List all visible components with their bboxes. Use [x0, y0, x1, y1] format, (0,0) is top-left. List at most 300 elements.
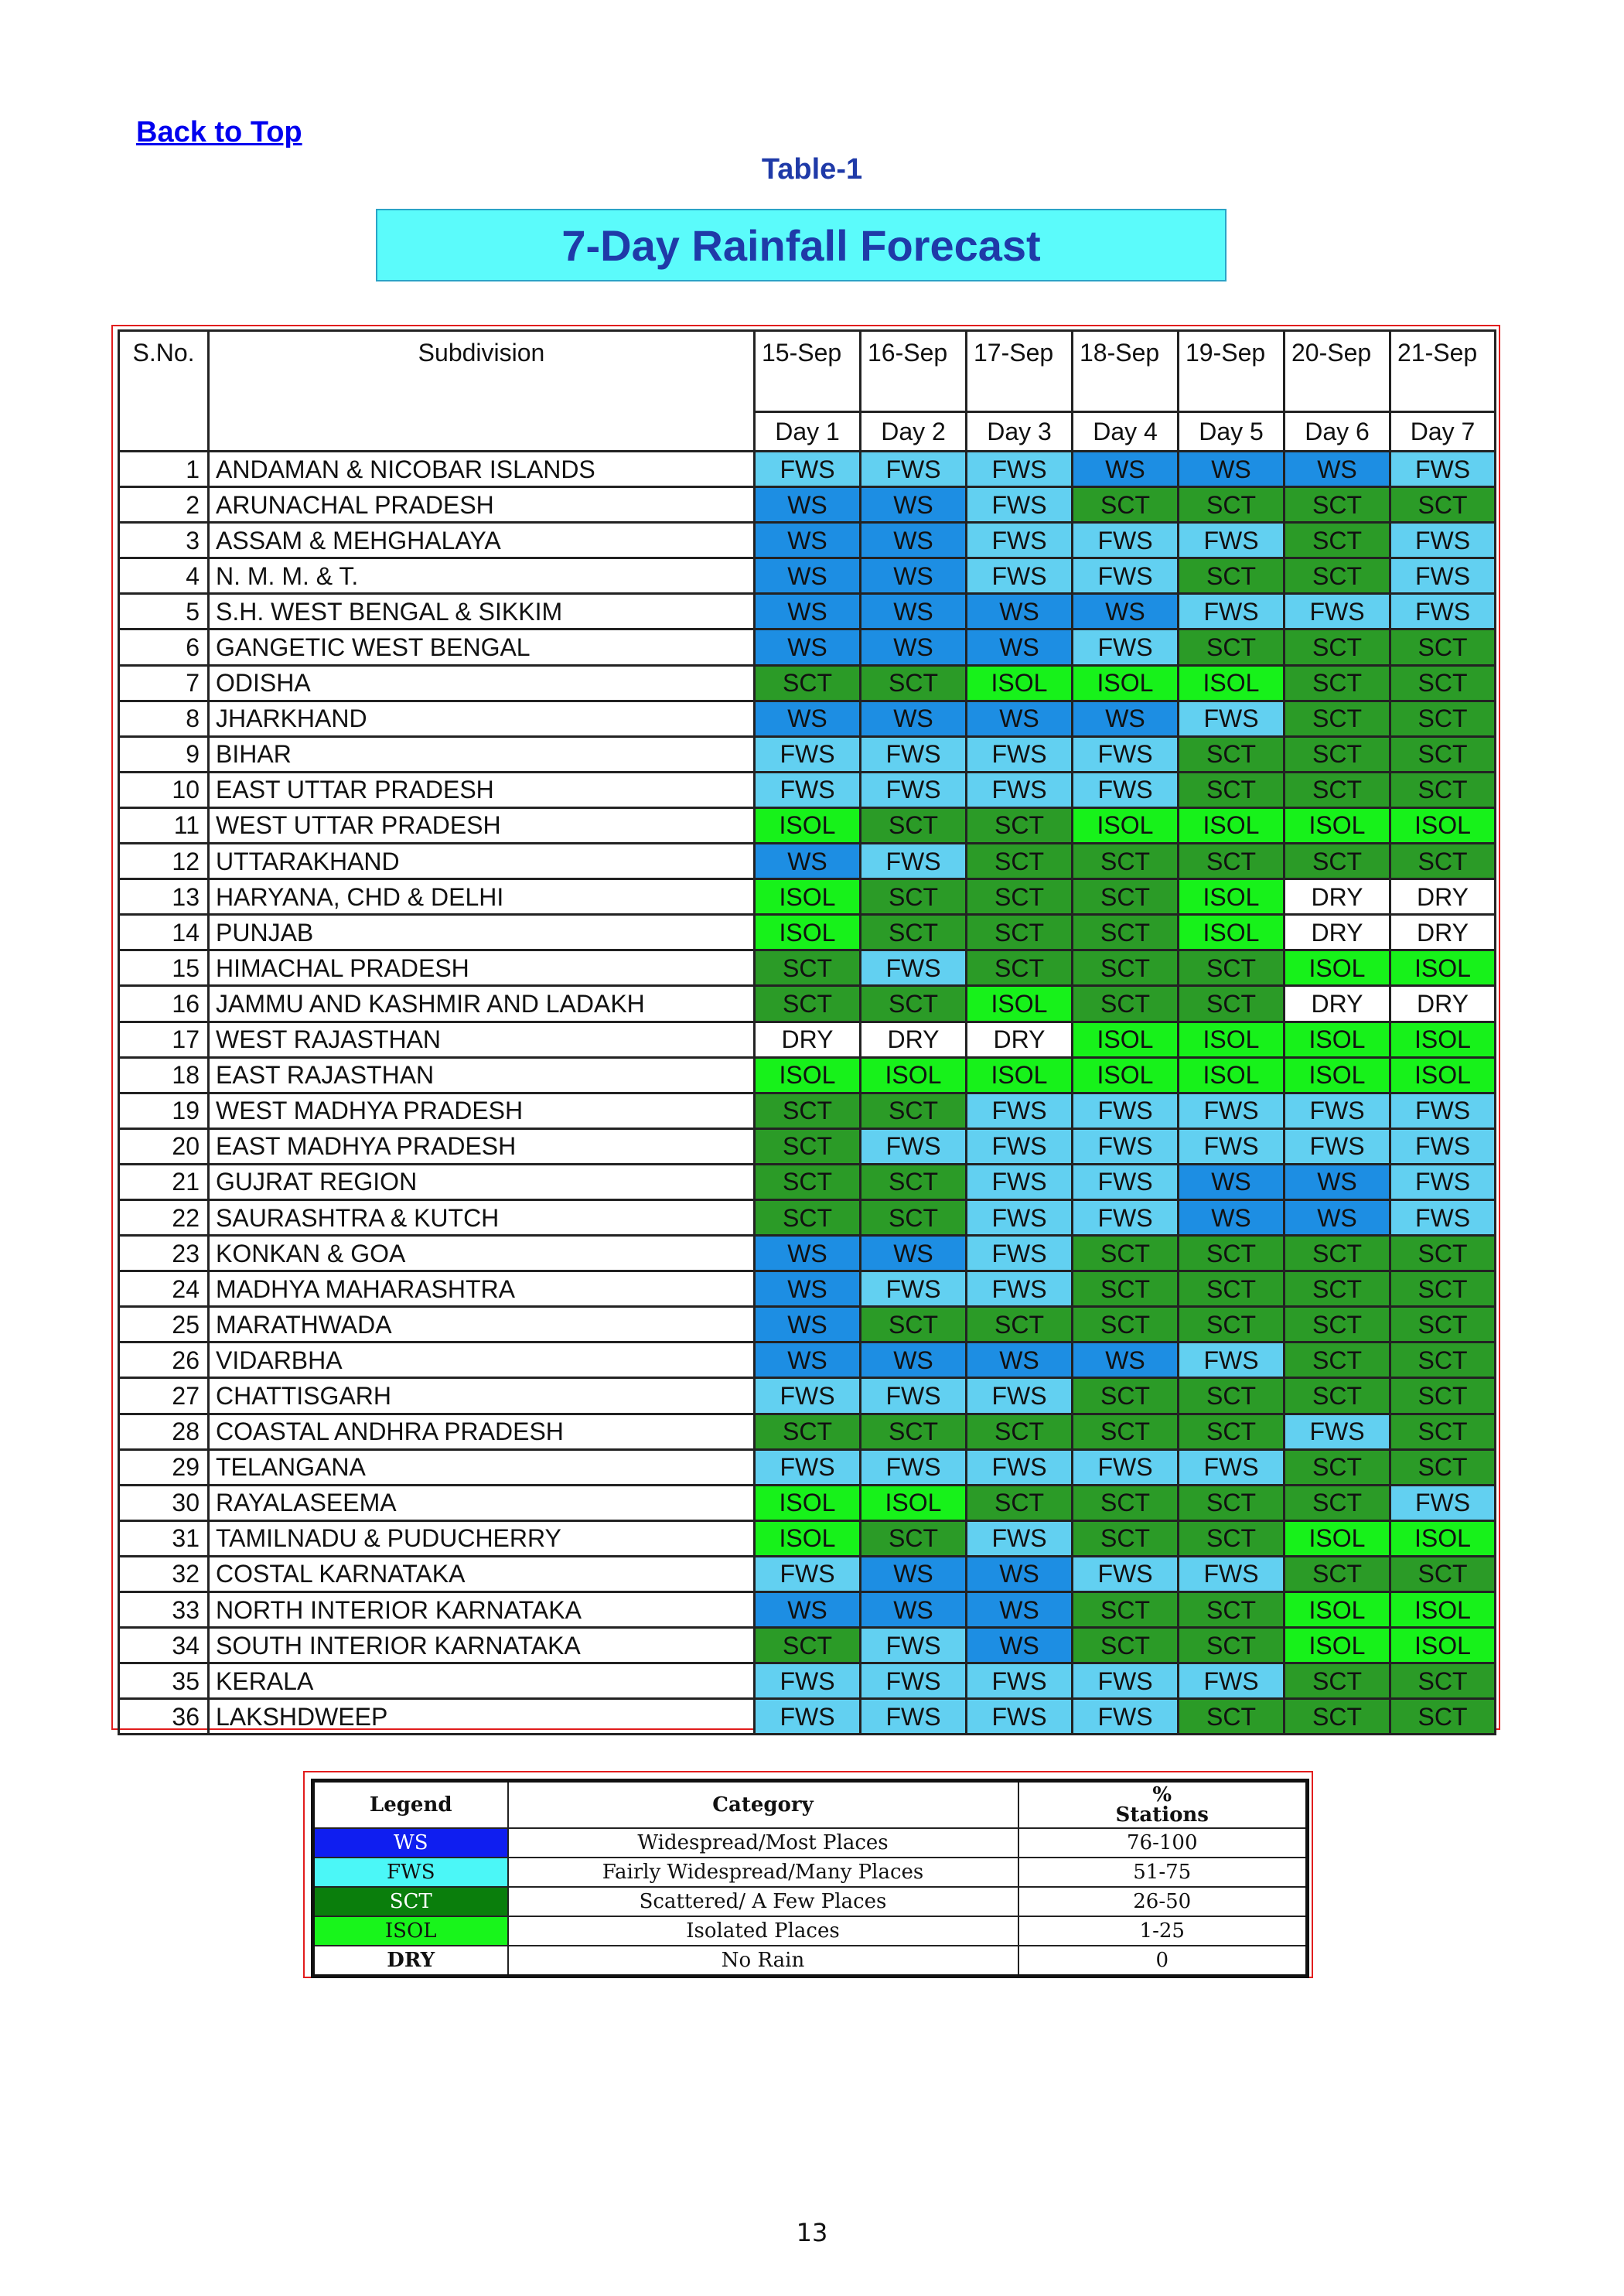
forecast-cell: SCT	[1390, 1449, 1496, 1485]
forecast-cell: WS	[755, 558, 861, 594]
forecast-cell: SCT	[1179, 1271, 1285, 1307]
table-label: Table-1	[761, 153, 863, 186]
forecast-cell: ISOL	[861, 1057, 967, 1093]
forecast-cell: SCT	[755, 1414, 861, 1449]
row-sno: 18	[119, 1057, 209, 1093]
row-subdivision: EAST MADHYA PRADESH	[209, 1128, 755, 1164]
forecast-cell: WS	[861, 1236, 967, 1271]
forecast-cell: SCT	[1285, 1236, 1390, 1271]
row-subdivision: BIHAR	[209, 736, 755, 772]
forecast-cell: SCT	[861, 1307, 967, 1342]
header-day: Day 5	[1179, 412, 1285, 452]
legend-range: 0	[1018, 1946, 1308, 1977]
forecast-cell: SCT	[1285, 772, 1390, 807]
forecast-cell: WS	[755, 1307, 861, 1342]
forecast-cell: WS	[755, 1236, 861, 1271]
forecast-cell: FWS	[1073, 523, 1179, 558]
forecast-cell: SCT	[1285, 1556, 1390, 1592]
forecast-cell: FWS	[1179, 1093, 1285, 1128]
forecast-cell: SCT	[967, 1414, 1073, 1449]
row-sno: 2	[119, 487, 209, 523]
row-subdivision: UTTARAKHAND	[209, 844, 755, 879]
back-to-top-link[interactable]: Back to Top	[136, 116, 302, 148]
forecast-cell: ISOL	[967, 1057, 1073, 1093]
legend-code: FWS	[313, 1858, 508, 1887]
row-sno: 32	[119, 1556, 209, 1592]
legend-frame	[303, 1771, 1313, 1978]
legend-category: No Rain	[508, 1946, 1018, 1977]
legend-range: 26-50	[1018, 1887, 1308, 1916]
forecast-cell: SCT	[1285, 844, 1390, 879]
forecast-cell: FWS	[967, 1520, 1073, 1556]
forecast-cell: FWS	[861, 452, 967, 487]
forecast-cell: SCT	[1285, 1699, 1390, 1735]
forecast-cell: SCT	[967, 1307, 1073, 1342]
table-row	[119, 523, 1496, 558]
forecast-cell: FWS	[755, 1663, 861, 1699]
forecast-cell: FWS	[1073, 629, 1179, 665]
forecast-cell: FWS	[967, 1093, 1073, 1128]
row-subdivision: ANDAMAN & NICOBAR ISLANDS	[209, 452, 755, 487]
forecast-cell: SCT	[1179, 558, 1285, 594]
table-row	[119, 986, 1496, 1022]
row-sno: 8	[119, 701, 209, 736]
forecast-cell: FWS	[967, 1199, 1073, 1235]
forecast-cell: SCT	[1179, 772, 1285, 807]
forecast-cell: SCT	[861, 1199, 967, 1235]
forecast-cell: FWS	[755, 1378, 861, 1414]
forecast-cell: FWS	[755, 1556, 861, 1592]
table-row	[119, 558, 1496, 594]
forecast-cell: SCT	[967, 879, 1073, 915]
forecast-cell: FWS	[1179, 1449, 1285, 1485]
forecast-cell: SCT	[1179, 487, 1285, 523]
forecast-cell: FWS	[1073, 1199, 1179, 1235]
forecast-cell: FWS	[1073, 1699, 1179, 1735]
forecast-cell: SCT	[1073, 986, 1179, 1022]
forecast-cell: WS	[861, 594, 967, 629]
legend-category: Scattered/ A Few Places	[508, 1887, 1018, 1916]
forecast-cell: SCT	[1285, 1663, 1390, 1699]
forecast-cell: FWS	[861, 1628, 967, 1663]
header-day: Day 7	[1390, 412, 1496, 452]
forecast-cell: ISOL	[1285, 1520, 1390, 1556]
row-sno: 20	[119, 1128, 209, 1164]
table-row	[119, 1342, 1496, 1378]
forecast-cell: ISOL	[1390, 807, 1496, 843]
row-sno: 21	[119, 1164, 209, 1199]
forecast-cell: SCT	[861, 807, 967, 843]
forecast-cell: ISOL	[861, 1485, 967, 1520]
forecast-cell: SCT	[1390, 736, 1496, 772]
forecast-header	[119, 331, 1496, 452]
legend-table	[311, 1779, 1309, 1978]
forecast-cell: SCT	[967, 1485, 1073, 1520]
legend-body	[313, 1828, 1308, 1977]
row-subdivision: GANGETIC WEST BENGAL	[209, 629, 755, 665]
forecast-cell: ISOL	[755, 1520, 861, 1556]
forecast-cell: SCT	[1390, 629, 1496, 665]
forecast-cell: SCT	[1285, 629, 1390, 665]
forecast-cell: ISOL	[1179, 665, 1285, 701]
forecast-cell: ISOL	[1390, 950, 1496, 986]
forecast-cell: WS	[1179, 1199, 1285, 1235]
row-subdivision: LAKSHDWEEP	[209, 1699, 755, 1735]
row-subdivision: MARATHWADA	[209, 1307, 755, 1342]
row-subdivision: WEST MADHYA PRADESH	[209, 1093, 755, 1128]
forecast-cell: SCT	[1073, 1271, 1179, 1307]
forecast-cell: SCT	[1073, 879, 1179, 915]
forecast-cell: FWS	[1390, 1164, 1496, 1199]
legend-row	[313, 1828, 1308, 1858]
forecast-cell: SCT	[1179, 1699, 1285, 1735]
forecast-cell: SCT	[1073, 1236, 1179, 1271]
forecast-cell: SCT	[1285, 558, 1390, 594]
table-row	[119, 1307, 1496, 1342]
forecast-cell: ISOL	[1179, 1057, 1285, 1093]
forecast-cell: SCT	[861, 986, 967, 1022]
forecast-cell: FWS	[861, 736, 967, 772]
legend-header-category: Category	[508, 1781, 1018, 1829]
forecast-cell: ISOL	[1179, 915, 1285, 950]
forecast-cell: WS	[1073, 594, 1179, 629]
header-date: 21-Sep	[1390, 331, 1496, 412]
forecast-cell: FWS	[861, 1663, 967, 1699]
forecast-cell: ISOL	[1073, 807, 1179, 843]
row-sno: 33	[119, 1592, 209, 1628]
row-sno: 19	[119, 1093, 209, 1128]
forecast-cell: FWS	[1179, 1128, 1285, 1164]
forecast-cell: FWS	[1390, 452, 1496, 487]
forecast-cell: SCT	[861, 1520, 967, 1556]
row-sno: 15	[119, 950, 209, 986]
header-day: Day 4	[1073, 412, 1179, 452]
legend-range: 1-25	[1018, 1916, 1308, 1946]
row-sno: 27	[119, 1378, 209, 1414]
forecast-cell: WS	[967, 701, 1073, 736]
forecast-cell: WS	[861, 487, 967, 523]
forecast-cell: WS	[967, 1342, 1073, 1378]
forecast-body	[119, 452, 1496, 1735]
forecast-cell: WS	[967, 1592, 1073, 1628]
row-subdivision: RAYALASEEMA	[209, 1485, 755, 1520]
legend-header-legend: Legend	[313, 1781, 508, 1829]
forecast-cell: ISOL	[1390, 1628, 1496, 1663]
forecast-cell: FWS	[1285, 1093, 1390, 1128]
row-sno: 6	[119, 629, 209, 665]
forecast-cell: SCT	[861, 1093, 967, 1128]
forecast-cell: WS	[755, 1342, 861, 1378]
forecast-cell: SCT	[1285, 1342, 1390, 1378]
forecast-cell: FWS	[1390, 523, 1496, 558]
forecast-cell: SCT	[1285, 1307, 1390, 1342]
row-subdivision: PUNJAB	[209, 915, 755, 950]
forecast-cell: SCT	[861, 1414, 967, 1449]
forecast-cell: WS	[755, 1592, 861, 1628]
table-row	[119, 915, 1496, 950]
row-subdivision: COSTAL KARNATAKA	[209, 1556, 755, 1592]
row-sno: 36	[119, 1699, 209, 1735]
forecast-cell: DRY	[755, 1022, 861, 1057]
forecast-cell: FWS	[861, 772, 967, 807]
forecast-cell: FWS	[1390, 558, 1496, 594]
row-subdivision: ASSAM & MEHGHALAYA	[209, 523, 755, 558]
forecast-cell: SCT	[1285, 1271, 1390, 1307]
table-row	[119, 1628, 1496, 1663]
forecast-cell: FWS	[967, 1236, 1073, 1271]
row-subdivision: ODISHA	[209, 665, 755, 701]
forecast-cell: FWS	[967, 772, 1073, 807]
forecast-cell: FWS	[861, 1699, 967, 1735]
forecast-cell: FWS	[967, 452, 1073, 487]
forecast-cell: DRY	[1390, 986, 1496, 1022]
forecast-cell: SCT	[1179, 1236, 1285, 1271]
row-sno: 23	[119, 1236, 209, 1271]
forecast-cell: SCT	[1390, 1271, 1496, 1307]
forecast-cell: ISOL	[1285, 1057, 1390, 1093]
forecast-cell: FWS	[861, 950, 967, 986]
forecast-cell: FWS	[1073, 1093, 1179, 1128]
table-row	[119, 1485, 1496, 1520]
forecast-cell: ISOL	[1073, 1057, 1179, 1093]
forecast-cell: SCT	[1390, 844, 1496, 879]
forecast-cell: FWS	[1390, 594, 1496, 629]
forecast-cell: SCT	[861, 1164, 967, 1199]
forecast-cell: FWS	[1390, 1093, 1496, 1128]
legend-code: SCT	[313, 1887, 508, 1916]
row-subdivision: EAST RAJASTHAN	[209, 1057, 755, 1093]
table-row	[119, 594, 1496, 629]
forecast-cell: WS	[861, 1556, 967, 1592]
row-subdivision: KONKAN & GOA	[209, 1236, 755, 1271]
legend-category: Fairly Widespread/Many Places	[508, 1858, 1018, 1887]
table-row	[119, 1128, 1496, 1164]
row-sno: 5	[119, 594, 209, 629]
forecast-cell: FWS	[755, 1449, 861, 1485]
row-sno: 13	[119, 879, 209, 915]
forecast-cell: FWS	[1179, 594, 1285, 629]
legend-code: ISOL	[313, 1916, 508, 1946]
row-sno: 1	[119, 452, 209, 487]
forecast-cell: ISOL	[1285, 1592, 1390, 1628]
row-sno: 11	[119, 807, 209, 843]
legend-range: 51-75	[1018, 1858, 1308, 1887]
forecast-cell: SCT	[1073, 1592, 1179, 1628]
header-day: Day 2	[861, 412, 967, 452]
legend-row	[313, 1916, 1308, 1946]
forecast-cell: WS	[861, 1592, 967, 1628]
forecast-cell: ISOL	[1390, 1592, 1496, 1628]
table-row	[119, 1699, 1496, 1735]
forecast-cell: WS	[967, 594, 1073, 629]
row-sno: 28	[119, 1414, 209, 1449]
forecast-cell: SCT	[967, 915, 1073, 950]
row-sno: 35	[119, 1663, 209, 1699]
forecast-cell: SCT	[1179, 986, 1285, 1022]
forecast-cell: SCT	[1179, 844, 1285, 879]
forecast-cell: FWS	[1285, 1128, 1390, 1164]
forecast-cell: SCT	[1073, 915, 1179, 950]
forecast-cell: ISOL	[1179, 1022, 1285, 1057]
row-sno: 7	[119, 665, 209, 701]
row-sno: 9	[119, 736, 209, 772]
forecast-cell: WS	[755, 487, 861, 523]
forecast-cell: SCT	[1390, 1556, 1496, 1592]
forecast-cell: SCT	[861, 879, 967, 915]
row-sno: 14	[119, 915, 209, 950]
forecast-cell: FWS	[967, 736, 1073, 772]
header-date: 17-Sep	[967, 331, 1073, 412]
forecast-cell: SCT	[1073, 950, 1179, 986]
forecast-cell: DRY	[861, 1022, 967, 1057]
forecast-cell: SCT	[1285, 487, 1390, 523]
title-banner	[376, 209, 1227, 281]
forecast-cell: SCT	[1179, 1485, 1285, 1520]
legend-code: WS	[313, 1828, 508, 1858]
header-day: Day 3	[967, 412, 1073, 452]
forecast-cell: SCT	[1179, 950, 1285, 986]
row-subdivision: HIMACHAL PRADESH	[209, 950, 755, 986]
table-row	[119, 1199, 1496, 1235]
forecast-cell: DRY	[1285, 879, 1390, 915]
forecast-cell: FWS	[1390, 1199, 1496, 1235]
forecast-cell: SCT	[1073, 1378, 1179, 1414]
table-row	[119, 772, 1496, 807]
forecast-cell: WS	[1285, 1164, 1390, 1199]
forecast-cell: FWS	[1179, 523, 1285, 558]
forecast-cell: SCT	[1179, 1592, 1285, 1628]
forecast-cell: ISOL	[1285, 1022, 1390, 1057]
forecast-cell: SCT	[1179, 1414, 1285, 1449]
legend-row	[313, 1887, 1308, 1916]
table-row	[119, 1057, 1496, 1093]
row-subdivision: COASTAL ANDHRA PRADESH	[209, 1414, 755, 1449]
header-subdivision: Subdivision	[209, 331, 755, 452]
forecast-cell: SCT	[1390, 1342, 1496, 1378]
row-sno: 16	[119, 986, 209, 1022]
row-subdivision: SAURASHTRA & KUTCH	[209, 1199, 755, 1235]
header-date: 19-Sep	[1179, 331, 1285, 412]
forecast-cell: FWS	[1073, 1556, 1179, 1592]
row-subdivision: HARYANA, CHD & DELHI	[209, 879, 755, 915]
table-row	[119, 1093, 1496, 1128]
forecast-cell: SCT	[967, 807, 1073, 843]
forecast-cell: WS	[755, 844, 861, 879]
forecast-cell: SCT	[1073, 487, 1179, 523]
forecast-cell: SCT	[1179, 1520, 1285, 1556]
forecast-cell: DRY	[1390, 915, 1496, 950]
table-row	[119, 844, 1496, 879]
forecast-cell: FWS	[1390, 1128, 1496, 1164]
forecast-cell: SCT	[755, 1628, 861, 1663]
row-subdivision: WEST UTTAR PRADESH	[209, 807, 755, 843]
forecast-cell: DRY	[1285, 915, 1390, 950]
forecast-cell: ISOL	[1285, 950, 1390, 986]
forecast-cell: SCT	[1390, 487, 1496, 523]
forecast-cell: FWS	[1285, 1414, 1390, 1449]
forecast-cell: FWS	[1073, 1128, 1179, 1164]
forecast-cell: SCT	[755, 986, 861, 1022]
forecast-cell: ISOL	[1179, 807, 1285, 843]
header-date: 16-Sep	[861, 331, 967, 412]
forecast-cell: FWS	[861, 844, 967, 879]
forecast-cell: ISOL	[1073, 1022, 1179, 1057]
forecast-cell: FWS	[967, 1378, 1073, 1414]
row-sno: 29	[119, 1449, 209, 1485]
forecast-cell: SCT	[1285, 736, 1390, 772]
row-subdivision: S.H. WEST BENGAL & SIKKIM	[209, 594, 755, 629]
forecast-cell: WS	[967, 1628, 1073, 1663]
forecast-cell: SCT	[1390, 665, 1496, 701]
row-sno: 12	[119, 844, 209, 879]
forecast-cell: WS	[861, 1342, 967, 1378]
table-row	[119, 452, 1496, 487]
forecast-cell: ISOL	[1285, 1628, 1390, 1663]
table-row	[119, 665, 1496, 701]
forecast-cell: ISOL	[967, 986, 1073, 1022]
page-number: 13	[796, 2218, 828, 2247]
forecast-cell: SCT	[1073, 844, 1179, 879]
table-row	[119, 1022, 1496, 1057]
forecast-cell: SCT	[1390, 1699, 1496, 1735]
forecast-cell: SCT	[1179, 736, 1285, 772]
header-date: 15-Sep	[755, 331, 861, 412]
forecast-cell: WS	[1285, 1199, 1390, 1235]
row-subdivision: ARUNACHAL PRADESH	[209, 487, 755, 523]
forecast-cell: WS	[1073, 1342, 1179, 1378]
forecast-cell: DRY	[1390, 879, 1496, 915]
legend-row	[313, 1858, 1308, 1887]
forecast-cell: ISOL	[755, 879, 861, 915]
forecast-cell: SCT	[755, 665, 861, 701]
legend-category: Widespread/Most Places	[508, 1828, 1018, 1858]
row-subdivision: TAMILNADU & PUDUCHERRY	[209, 1520, 755, 1556]
forecast-cell: FWS	[755, 1699, 861, 1735]
forecast-cell: WS	[861, 629, 967, 665]
forecast-cell: FWS	[1179, 1663, 1285, 1699]
forecast-cell: FWS	[1179, 1342, 1285, 1378]
legend-row	[313, 1946, 1308, 1977]
forecast-cell: WS	[755, 1271, 861, 1307]
row-subdivision: CHATTISGARH	[209, 1378, 755, 1414]
legend-header-stations: % Stations	[1018, 1781, 1308, 1829]
forecast-cell: WS	[861, 558, 967, 594]
forecast-cell: WS	[1179, 1164, 1285, 1199]
row-subdivision: JAMMU AND KASHMIR AND LADAKH	[209, 986, 755, 1022]
forecast-cell: WS	[1285, 452, 1390, 487]
forecast-cell: SCT	[1390, 1663, 1496, 1699]
table-row	[119, 1556, 1496, 1592]
forecast-cell: SCT	[755, 1128, 861, 1164]
row-subdivision: GUJRAT REGION	[209, 1164, 755, 1199]
forecast-cell: SCT	[755, 950, 861, 986]
forecast-cell: SCT	[1179, 629, 1285, 665]
row-sno: 31	[119, 1520, 209, 1556]
forecast-cell: SCT	[1285, 1378, 1390, 1414]
forecast-cell: FWS	[1073, 1449, 1179, 1485]
table-row	[119, 1414, 1496, 1449]
table-row	[119, 487, 1496, 523]
row-sno: 34	[119, 1628, 209, 1663]
table-row	[119, 701, 1496, 736]
forecast-cell: FWS	[967, 1449, 1073, 1485]
forecast-cell: ISOL	[755, 1057, 861, 1093]
forecast-cell: FWS	[1073, 1164, 1179, 1199]
header-day: Day 6	[1285, 412, 1390, 452]
forecast-cell: SCT	[755, 1199, 861, 1235]
forecast-cell: WS	[755, 701, 861, 736]
header-sno: S.No.	[119, 331, 209, 452]
